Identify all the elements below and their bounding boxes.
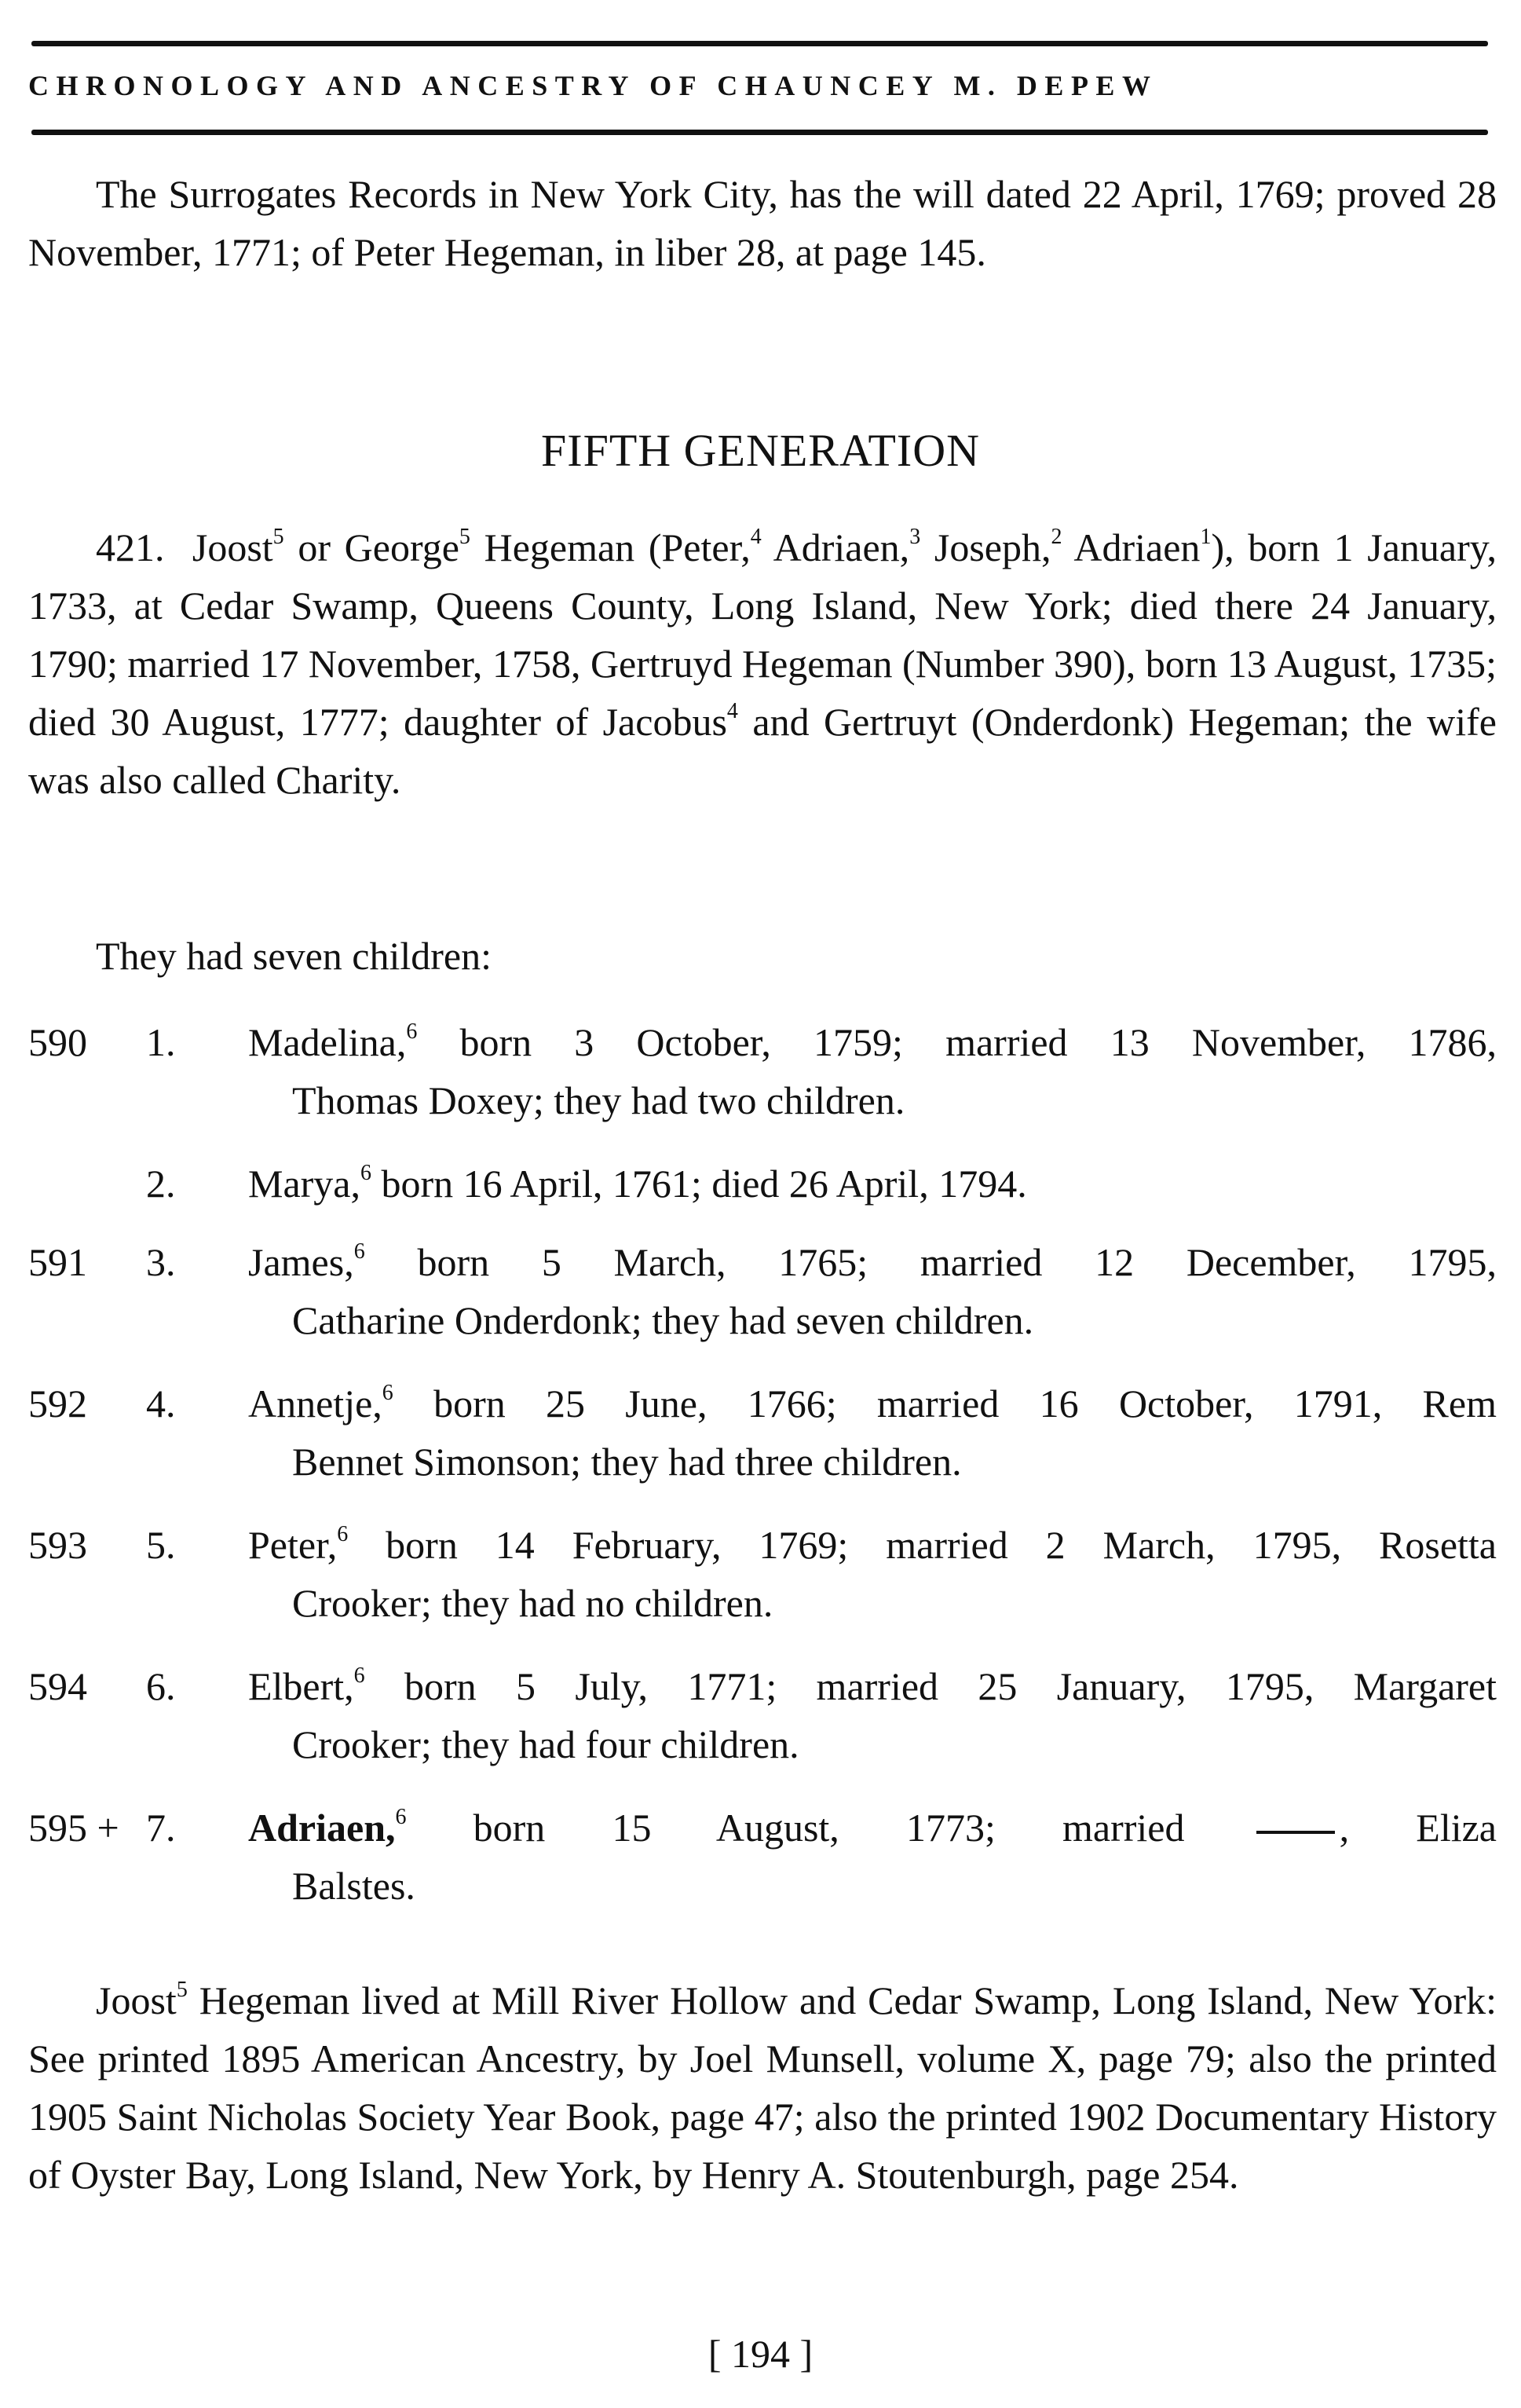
intro-paragraph: The Surrogates Records in New York City, has the will dated 22 April, 1769; proved 28 November, 1771; of Peter Hegeman, in liber 28, at page 145. <box>28 172 1497 274</box>
entry-alt-name: or George <box>283 525 459 569</box>
child-index: 3. <box>146 1240 176 1284</box>
generation-sup: 6 <box>395 1805 407 1829</box>
generation-sup: 5 <box>272 525 284 549</box>
lineage-text: Adriaen <box>1062 525 1201 569</box>
entry-body: and Gertruyt (Onderdonk) Hegeman; the wife was also called Charity. <box>28 700 1497 802</box>
lineage-text: Adriaen, <box>761 525 910 569</box>
generation-sup: 3 <box>909 525 921 549</box>
child-details-continued: Thomas Doxey; they had two children. <box>292 1078 905 1122</box>
generation-sup: 6 <box>337 1522 349 1546</box>
child-index: 7. <box>146 1806 176 1850</box>
generation-sup: 5 <box>459 525 470 549</box>
child-ref-number: 592 <box>28 1381 87 1425</box>
generation-sup: 4 <box>726 699 738 723</box>
child-entry <box>28 1516 1497 1632</box>
generation-sup: 5 <box>176 1978 188 2002</box>
lineage-text: Joseph, <box>920 525 1051 569</box>
child-details-continued: Balstes. <box>292 1864 415 1908</box>
child-details: born 14 February, 1769; married 2 March, 1795, Rosetta <box>348 1523 1497 1567</box>
child-text <box>248 1516 1497 1632</box>
child-text <box>248 1799 1497 1915</box>
child-ref-number: 593 <box>28 1523 87 1567</box>
generation-sup: 6 <box>382 1381 393 1405</box>
generation-sup: 6 <box>353 1239 365 1264</box>
child-name: Marya, <box>248 1162 360 1206</box>
generation-sup: 1 <box>1200 525 1212 549</box>
children-intro: They had seven children: <box>96 934 492 978</box>
child-name: Annetje, <box>248 1381 382 1425</box>
header-rule-top <box>31 41 1488 46</box>
generation-sup: 6 <box>406 1019 418 1044</box>
child-index: 2. <box>146 1162 176 1206</box>
child-details: , Eliza <box>1339 1806 1497 1850</box>
child-name: Madelina, <box>248 1020 407 1064</box>
child-index: 1. <box>146 1020 176 1064</box>
closing-name: Joost <box>96 1978 177 2022</box>
child-details: born 15 August, 1773; married <box>406 1806 1252 1850</box>
lineage-text: ), <box>1211 525 1234 569</box>
entry-body: born 1 January, 1733, at Cedar Swamp, Queens County, Long Island, New York; died there 24 January, 1790; married 17 November, 1758, Gertruyd Hegeman (Number 390), born 13 August, 1735; died 30 August, 1777; daughter of Jacobus <box>28 525 1497 744</box>
child-entry <box>28 1374 1497 1491</box>
generation-sup: 6 <box>360 1161 371 1185</box>
child-entry <box>28 1657 1497 1773</box>
child-name: Adriaen, <box>248 1806 396 1850</box>
child-ref-number: 595 + <box>28 1806 119 1850</box>
child-details: born 16 April, 1761; died 26 April, 1794. <box>371 1162 1027 1206</box>
child-entry <box>28 1233 1497 1349</box>
child-index: 5. <box>146 1523 176 1567</box>
child-ref-number: 594 <box>28 1664 87 1708</box>
page-number: [ 194 ] <box>707 2332 814 2376</box>
lineage-text: Hegeman (Peter, <box>470 525 751 569</box>
child-details-continued: Crooker; they had no children. <box>292 1581 773 1625</box>
child-details: born 3 October, 1759; married 13 November, 1786, <box>417 1020 1497 1064</box>
section-heading: FIFTH GENERATION <box>541 425 980 476</box>
child-text <box>248 1657 1497 1773</box>
header-rule-bottom <box>31 130 1488 135</box>
child-name: Elbert, <box>248 1664 354 1708</box>
child-entry <box>28 1799 1497 1915</box>
entry-name: Joost <box>192 525 273 569</box>
child-entry <box>28 1155 1497 1213</box>
child-entry <box>28 1013 1497 1129</box>
generation-sup: 6 <box>353 1663 365 1688</box>
closing-text: Hegeman lived at Mill River Hollow and Cedar Swamp, Long Island, New York: See printed 1895 American Ancestry, by Joel Munsell, volume X, page 79; also the printed 1905 Saint Nicholas Society Year Book, page 47; also the printed 1902 Documentary History of Oyster Bay, Long Island, New York, by Henry A. Stoutenburgh, page 254. <box>28 1978 1497 2197</box>
entry-number: 421. <box>96 525 165 569</box>
child-details-continued: Catharine Onderdonk; they had seven children. <box>292 1298 1034 1342</box>
generation-sup: 2 <box>1051 525 1062 549</box>
child-details: born 5 March, 1765; married 12 December, 1795, <box>364 1240 1497 1284</box>
child-details-continued: Crooker; they had four children. <box>292 1722 799 1766</box>
child-name: James, <box>248 1240 354 1284</box>
child-text <box>248 1013 1497 1129</box>
running-head: CHRONOLOGY AND ANCESTRY OF CHAUNCEY M. DEPEW <box>28 70 1158 101</box>
child-index: 6. <box>146 1664 176 1708</box>
child-details: born 5 July, 1771; married 25 January, 1795, Margaret <box>364 1664 1497 1708</box>
child-ref-number: 591 <box>28 1240 87 1284</box>
closing-paragraph <box>28 1971 1497 2204</box>
child-text <box>248 1374 1497 1491</box>
child-details: born 25 June, 1766; married 16 October, 1791, Rem <box>393 1381 1497 1425</box>
unknown-date-dash <box>1256 1831 1335 1834</box>
child-ref-number: 590 <box>28 1020 87 1064</box>
child-details-continued: Bennet Simonson; they had three children. <box>292 1440 962 1484</box>
child-index: 4. <box>146 1381 176 1425</box>
child-name: Peter, <box>248 1523 338 1567</box>
generation-sup: 4 <box>750 525 762 549</box>
child-text <box>248 1155 1497 1213</box>
child-text <box>248 1233 1497 1349</box>
entry-421-paragraph <box>28 518 1497 809</box>
